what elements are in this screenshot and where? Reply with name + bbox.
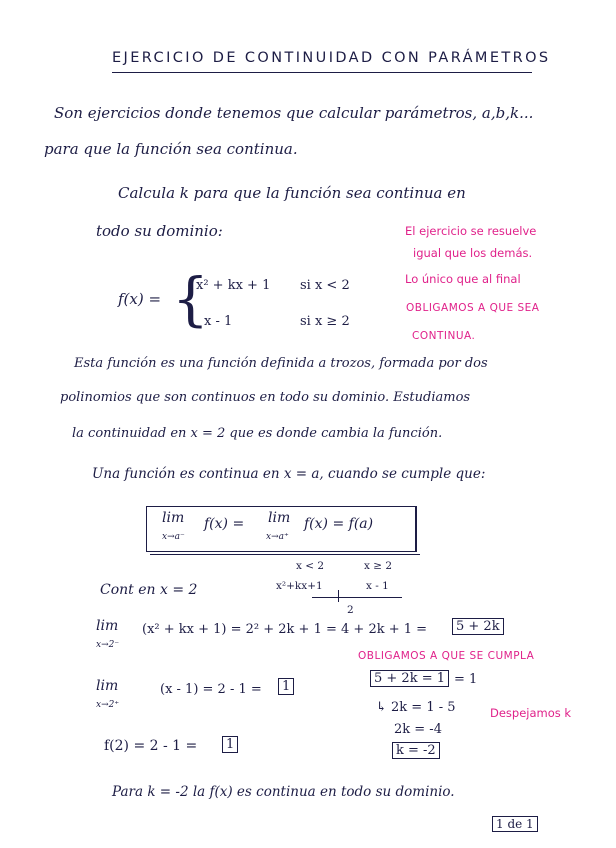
k-result: k = -2 [392,742,440,759]
intro-line-1: Son ejercicios donde tenemos que calcular parámetros, a,b,k... [54,104,534,122]
right-limit-word: lim [96,678,119,694]
note-line-2: igual que los demás. [413,246,533,260]
equation-step-1: ↳ 2k = 1 - 5 [376,700,456,715]
piece-1-condition: si x < 2 [300,278,350,293]
page-label: 1 de 1 [492,816,538,832]
note-line-3: Lo único que al final [405,272,521,286]
cont-split-tick [338,590,339,602]
limit-left-function: f(x) = [204,516,245,532]
right-limit-subscript: x→2⁺ [96,700,120,710]
left-limit-subscript: x→2⁻ [96,640,120,650]
continuity-rule-text: Una función es continua en x = a, cuando se cumple que: [92,466,486,482]
piece-1-expression: x² + kx + 1 [196,278,271,293]
note-line-5: CONTINUA. [412,330,476,342]
right-limit-result: 1 [278,678,294,695]
obligamos-note: OBLIGAMOS A QUE SE CUMPLA [358,650,535,662]
equation-rhs: = 1 [454,672,478,687]
continuity-at-2-label: Cont en x = 2 [100,582,198,598]
cont-expr-left: x²+kx+1 [276,580,323,592]
f-at-2-result: 1 [222,736,238,753]
title-underline [112,72,532,73]
cont-top-right: x ≥ 2 [364,560,393,572]
formula-underline [150,554,420,555]
limit-right-subscript: x→a⁺ [266,532,289,542]
explain-line-3: la continuidad en x = 2 que es donde cambia la función. [72,426,443,441]
right-limit-expression: (x - 1) = 2 - 1 = [160,682,262,697]
cont-expr-right: x - 1 [366,580,389,592]
equation-step-2: 2k = -4 [394,722,442,737]
limit-right-word: lim [268,510,291,526]
function-lhs: f(x) = [118,290,162,308]
explain-line-1: Esta función es una función definida a trozos, formada por dos [74,356,488,371]
note-line-1: El ejercicio se resuelve [405,224,537,238]
intro-line-2: para que la función sea continua. [44,140,298,158]
cont-top-left: x < 2 [296,560,325,572]
left-limit-result: 5 + 2k [452,618,504,635]
left-limit-word: lim [96,618,119,634]
piece-2-condition: si x ≥ 2 [300,314,350,329]
cont-point: 2 [347,604,354,616]
equation-boxed: 5 + 2k = 1 [370,670,449,687]
piecewise-brace: { [172,265,209,333]
task-line-1: Calcula k para que la función sea continua en [118,184,466,202]
cont-split-line [312,597,402,598]
left-limit-expression: (x² + kx + 1) = 2² + 2k + 1 = 4 + 2k + 1 = [142,622,428,637]
note-line-4: OBLIGAMOS A QUE SEA [406,302,540,314]
limit-right-function: f(x) = f(a) [304,516,374,532]
piece-2-expression: x - 1 [204,314,233,329]
page-title: EJERCICIO DE CONTINUIDAD CON PARÁMETROS [112,50,551,66]
conclusion: Para k = -2 la f(x) es continua en todo su dominio. [112,784,455,800]
limit-left-word: lim [162,510,185,526]
explain-line-2: polinomios que son continuos en todo su dominio. Estudiamos [60,390,471,405]
despejamos-note: Despejamos k [490,706,572,720]
limit-left-subscript: x→a⁻ [162,532,185,542]
f-at-2-expression: f(2) = 2 - 1 = [104,738,198,754]
task-line-2: todo su dominio: [96,222,223,240]
